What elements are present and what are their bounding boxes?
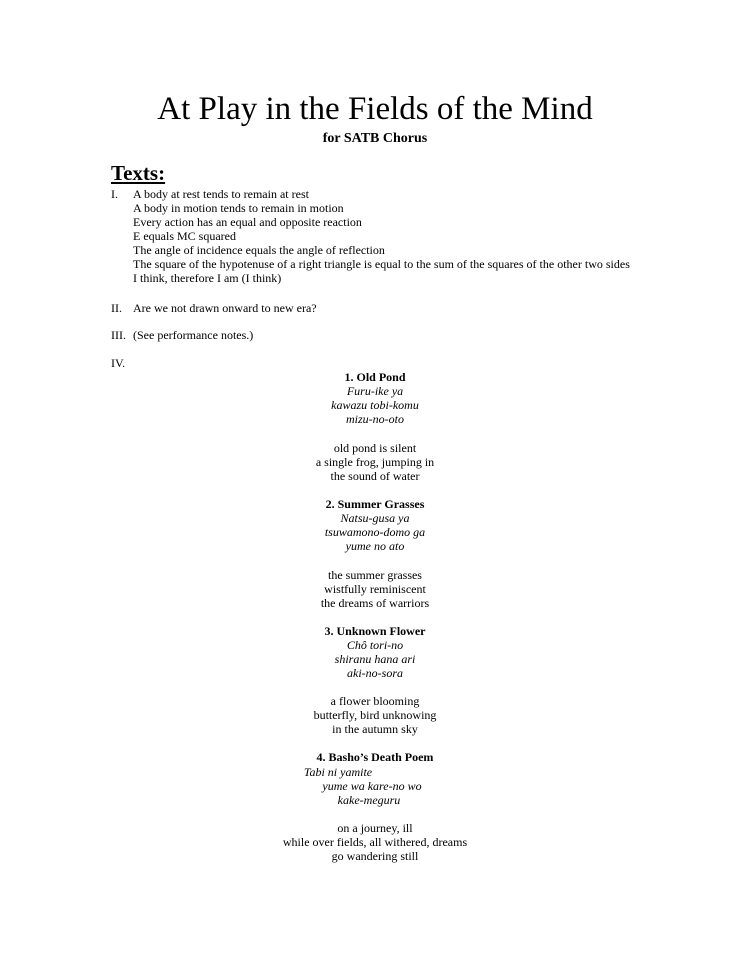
poem-english-line: the sound of water (330, 469, 420, 483)
page-subtitle: for SATB Chorus (322, 131, 428, 146)
poem-english-line: while over fields, all withered, dreams (282, 835, 468, 849)
poem-japanese-line: mizu-no-oto (346, 412, 404, 426)
poem-japanese-line: Natsu-gusa ya (340, 511, 410, 525)
poem-japanese-line: yume wa kare-no wo (322, 779, 422, 793)
poem-english-line: the dreams of warriors (320, 596, 430, 610)
poem-title: 4. Basho’s Death Poem (316, 750, 434, 764)
section-numeral: II. (111, 301, 122, 315)
poem-english-line: in the autumn sky (332, 722, 418, 736)
section-numeral: IV. (111, 356, 126, 370)
poem-english-line: go wandering still (331, 849, 419, 863)
poem-japanese-line: aki-no-sora (347, 666, 403, 680)
poem-japanese-line: yume no ato (345, 539, 405, 553)
text-line: (See performance notes.) (133, 328, 254, 342)
poem-japanese-line: kake-meguru (337, 793, 401, 807)
section-lines (133, 301, 317, 315)
text-line: A body in motion tends to remain in motion (133, 201, 344, 215)
poem-english-line: a flower blooming (330, 694, 420, 708)
poem-title: 2. Summer Grasses (325, 497, 425, 511)
poem-english-line: old pond is silent (333, 441, 417, 455)
section-numeral: III. (111, 328, 126, 342)
poem-japanese-line: tsuwamono-domo ga (324, 525, 426, 539)
poem-japanese-line: Tabi ni yamite (303, 765, 373, 779)
text-line: E equals MC squared (133, 229, 236, 243)
poem-english-line: butterfly, bird unknowing (313, 708, 437, 722)
poem-english-line: a single frog, jumping in (315, 455, 435, 469)
text-line: Are we not drawn onward to new era? (133, 301, 317, 315)
section-lines (133, 187, 630, 285)
poem-title: 1. Old Pond (344, 370, 406, 384)
poem-japanese-line: shiranu hana ari (334, 652, 416, 666)
poem-japanese-line: Furu-ike ya (346, 384, 404, 398)
section-lines (133, 328, 253, 342)
section-numeral: I. (111, 187, 118, 201)
texts-heading: Texts: (111, 161, 166, 185)
text-line: A body at rest tends to remain at rest (133, 187, 309, 201)
poem-title: 3. Unknown Flower (324, 624, 426, 638)
poem-japanese-line: Chô tori-no (346, 638, 404, 652)
page-title: At Play in the Fields of the Mind (157, 91, 593, 127)
poem-japanese-line: kawazu tobi-komu (331, 398, 419, 412)
poem-english-line: on a journey, ill (337, 821, 413, 835)
text-line: Every action has an equal and opposite reaction (133, 215, 362, 229)
text-line: I think, therefore I am (I think) (133, 271, 282, 285)
text-line: The square of the hypotenuse of a right triangle is equal to the sum of the squares of the other two sides (133, 257, 630, 271)
text-line: The angle of incidence equals the angle of reflection (133, 243, 385, 257)
poem-english-line: the summer grasses (328, 568, 422, 582)
poem-english-line: wistfully reminiscent (324, 582, 426, 596)
